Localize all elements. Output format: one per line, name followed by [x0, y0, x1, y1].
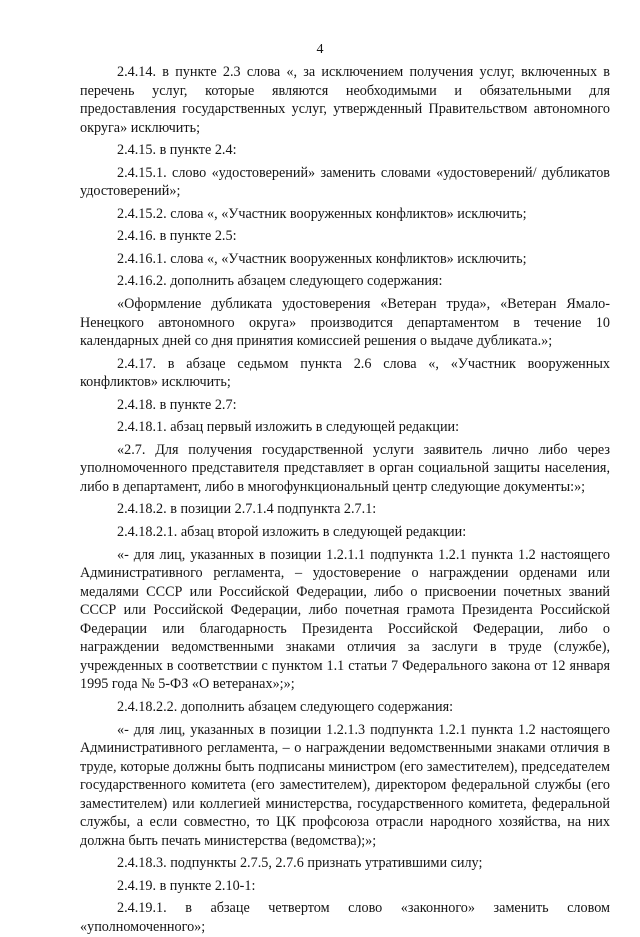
paragraph: 2.4.19. в пункте 2.10-1: — [117, 877, 256, 894]
paragraph: «2.7. Для получения государственной услуги заявитель лично либо через уполномоченного представителя представляет в орган социальной защиты населения, либо в департамент, либо в многофункциональный центр следующие документы:»; — [80, 441, 610, 495]
paragraph: 2.4.18.2. в позиции 2.7.1.4 подпункта 2.7.1: — [117, 501, 377, 518]
paragraph: 2.4.14. в пункте 2.3 слова «, за исключением получения услуг, включенных в перечень услуг, которые являются необходимыми и обязательными для предоставления государственных услуг, утвержденный Правительством автономного округа» исключить; — [80, 64, 610, 136]
page-number: 4 — [316, 42, 324, 57]
paragraph: 2.4.18.2.1. абзац второй изложить в следующей редакции: — [117, 524, 467, 541]
paragraph: 2.4.18.3. подпункты 2.7.5, 2.7.6 признать утратившими силу; — [117, 855, 483, 872]
paragraph: 2.4.16.2. дополнить абзацем следующего содержания: — [117, 273, 443, 290]
paragraph: 2.4.15. в пункте 2.4: — [117, 142, 237, 159]
paragraph: 2.4.19.1. в абзаце четвертом слово «законного» заменить словом «уполномоченного»; — [80, 900, 610, 935]
paragraph: «- для лиц, указанных в позиции 1.2.1.3 подпункта 1.2.1 пункта 1.2 настоящего Административного регламента, – о награждении ведомственными знаками отличия в труде, которые должны быть подписаны министром (его заместителем), председателем государственного комитета (его заместителем), директором федеральной службы (его заместителем) или коллегией министерства, государственного комитета, федеральной службы, а если совместно, то ЦК профсоюза отрасли народного хозяйства, на них должна быть печать министерства (ведомства);»; — [80, 721, 610, 849]
paragraph: 2.4.18.1. абзац первый изложить в следующей редакции: — [117, 419, 460, 436]
paragraph: 2.4.15.2. слова «, «Участник вооруженных конфликтов» исключить; — [117, 205, 527, 222]
paragraph: «- для лиц, указанных в позиции 1.2.1.1 подпункта 1.2.1 пункта 1.2 настоящего Административного регламента, – удостоверение о награждении орденами или медалями СССР или Российской Федерации, либо о присвоении почетных званий СССР или Российской Федерации, либо почетная грамота Президента Российской Федерации или благодарность Президента Российской Федерации, либо о награждении ведомственными знаками отличия за заслуги в труде (службе), учрежденных в соответствии с пунктом 1.1 статьи 7 Федерального закона от 12 января 1995 года № 5-ФЗ «О ветеранах»;»; — [80, 546, 610, 693]
paragraph: 2.4.17. в абзаце седьмом пункта 2.6 слова «, «Участник вооруженных конфликтов» исключить; — [80, 355, 610, 391]
paragraph: «Оформление дубликата удостоверения «Ветеран труда», «Ветеран Ямало-Ненецкого автономного округа» производится департаментом в течение 10 календарных дней со дня принятия комиссией решения о выдаче дубликата.»; — [80, 296, 610, 350]
paragraph: 2.4.15.1. слово «удостоверений» заменить словами «удостоверений/ дубликатов удостоверений»; — [80, 164, 610, 200]
paragraph: 2.4.18. в пункте 2.7: — [117, 396, 237, 413]
paragraph: 2.4.18.2.2. дополнить абзацем следующего содержания: — [117, 698, 454, 715]
paragraph: 2.4.16.1. слова «, «Участник вооруженных конфликтов» исключить; — [117, 250, 527, 267]
document-body — [80, 63, 610, 937]
paragraph: 2.4.16. в пункте 2.5: — [117, 228, 237, 245]
